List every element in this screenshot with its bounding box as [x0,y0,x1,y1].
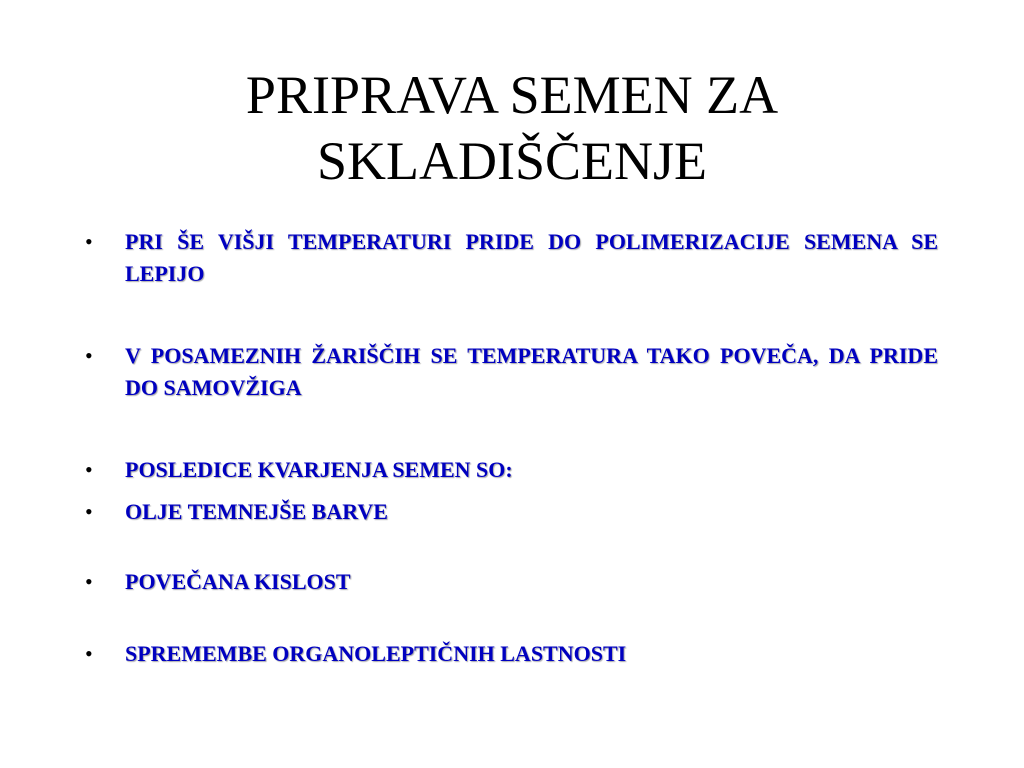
bullet-text: POSLEDICE KVARJENJA SEMEN SO: [125,457,513,482]
slide-title-line-1: PRIPRAVA SEMEN ZA [245,65,779,125]
bullet-item [85,340,938,404]
bullet-list [85,226,938,670]
bullet-text: OLJE TEMNEJŠE BARVE [125,499,388,524]
bullet-item [85,638,938,670]
bullet-dot: • [85,229,93,254]
bullet-dot: • [85,641,93,666]
slide-title [100,62,924,194]
bullet-dot: • [85,457,93,482]
bullet-item [85,454,938,486]
bullet-text: PRI ŠE VIŠJI TEMPERATURI PRIDE DO POLIMERIZACIJE SEMENA SE LEPIJO [125,229,938,286]
bullet-item [85,226,938,290]
bullet-item [85,566,938,598]
bullet-text: V POSAMEZNIH ŽARIŠČIH SE TEMPERATURA TAKO POVEČA, DA PRIDE DO SAMOVŽIGA [125,343,938,400]
bullet-text: SPREMEMBE ORGANOLEPTIČNIH LASTNOSTI [125,641,627,666]
slide-title-line-2: SKLADIŠČENJE [316,131,708,191]
bullet-dot: • [85,343,93,368]
bullet-text: POVEČANA KISLOST [125,569,351,594]
bullet-dot: • [85,569,93,594]
bullet-dot: • [85,499,93,524]
bullet-item [85,496,938,528]
